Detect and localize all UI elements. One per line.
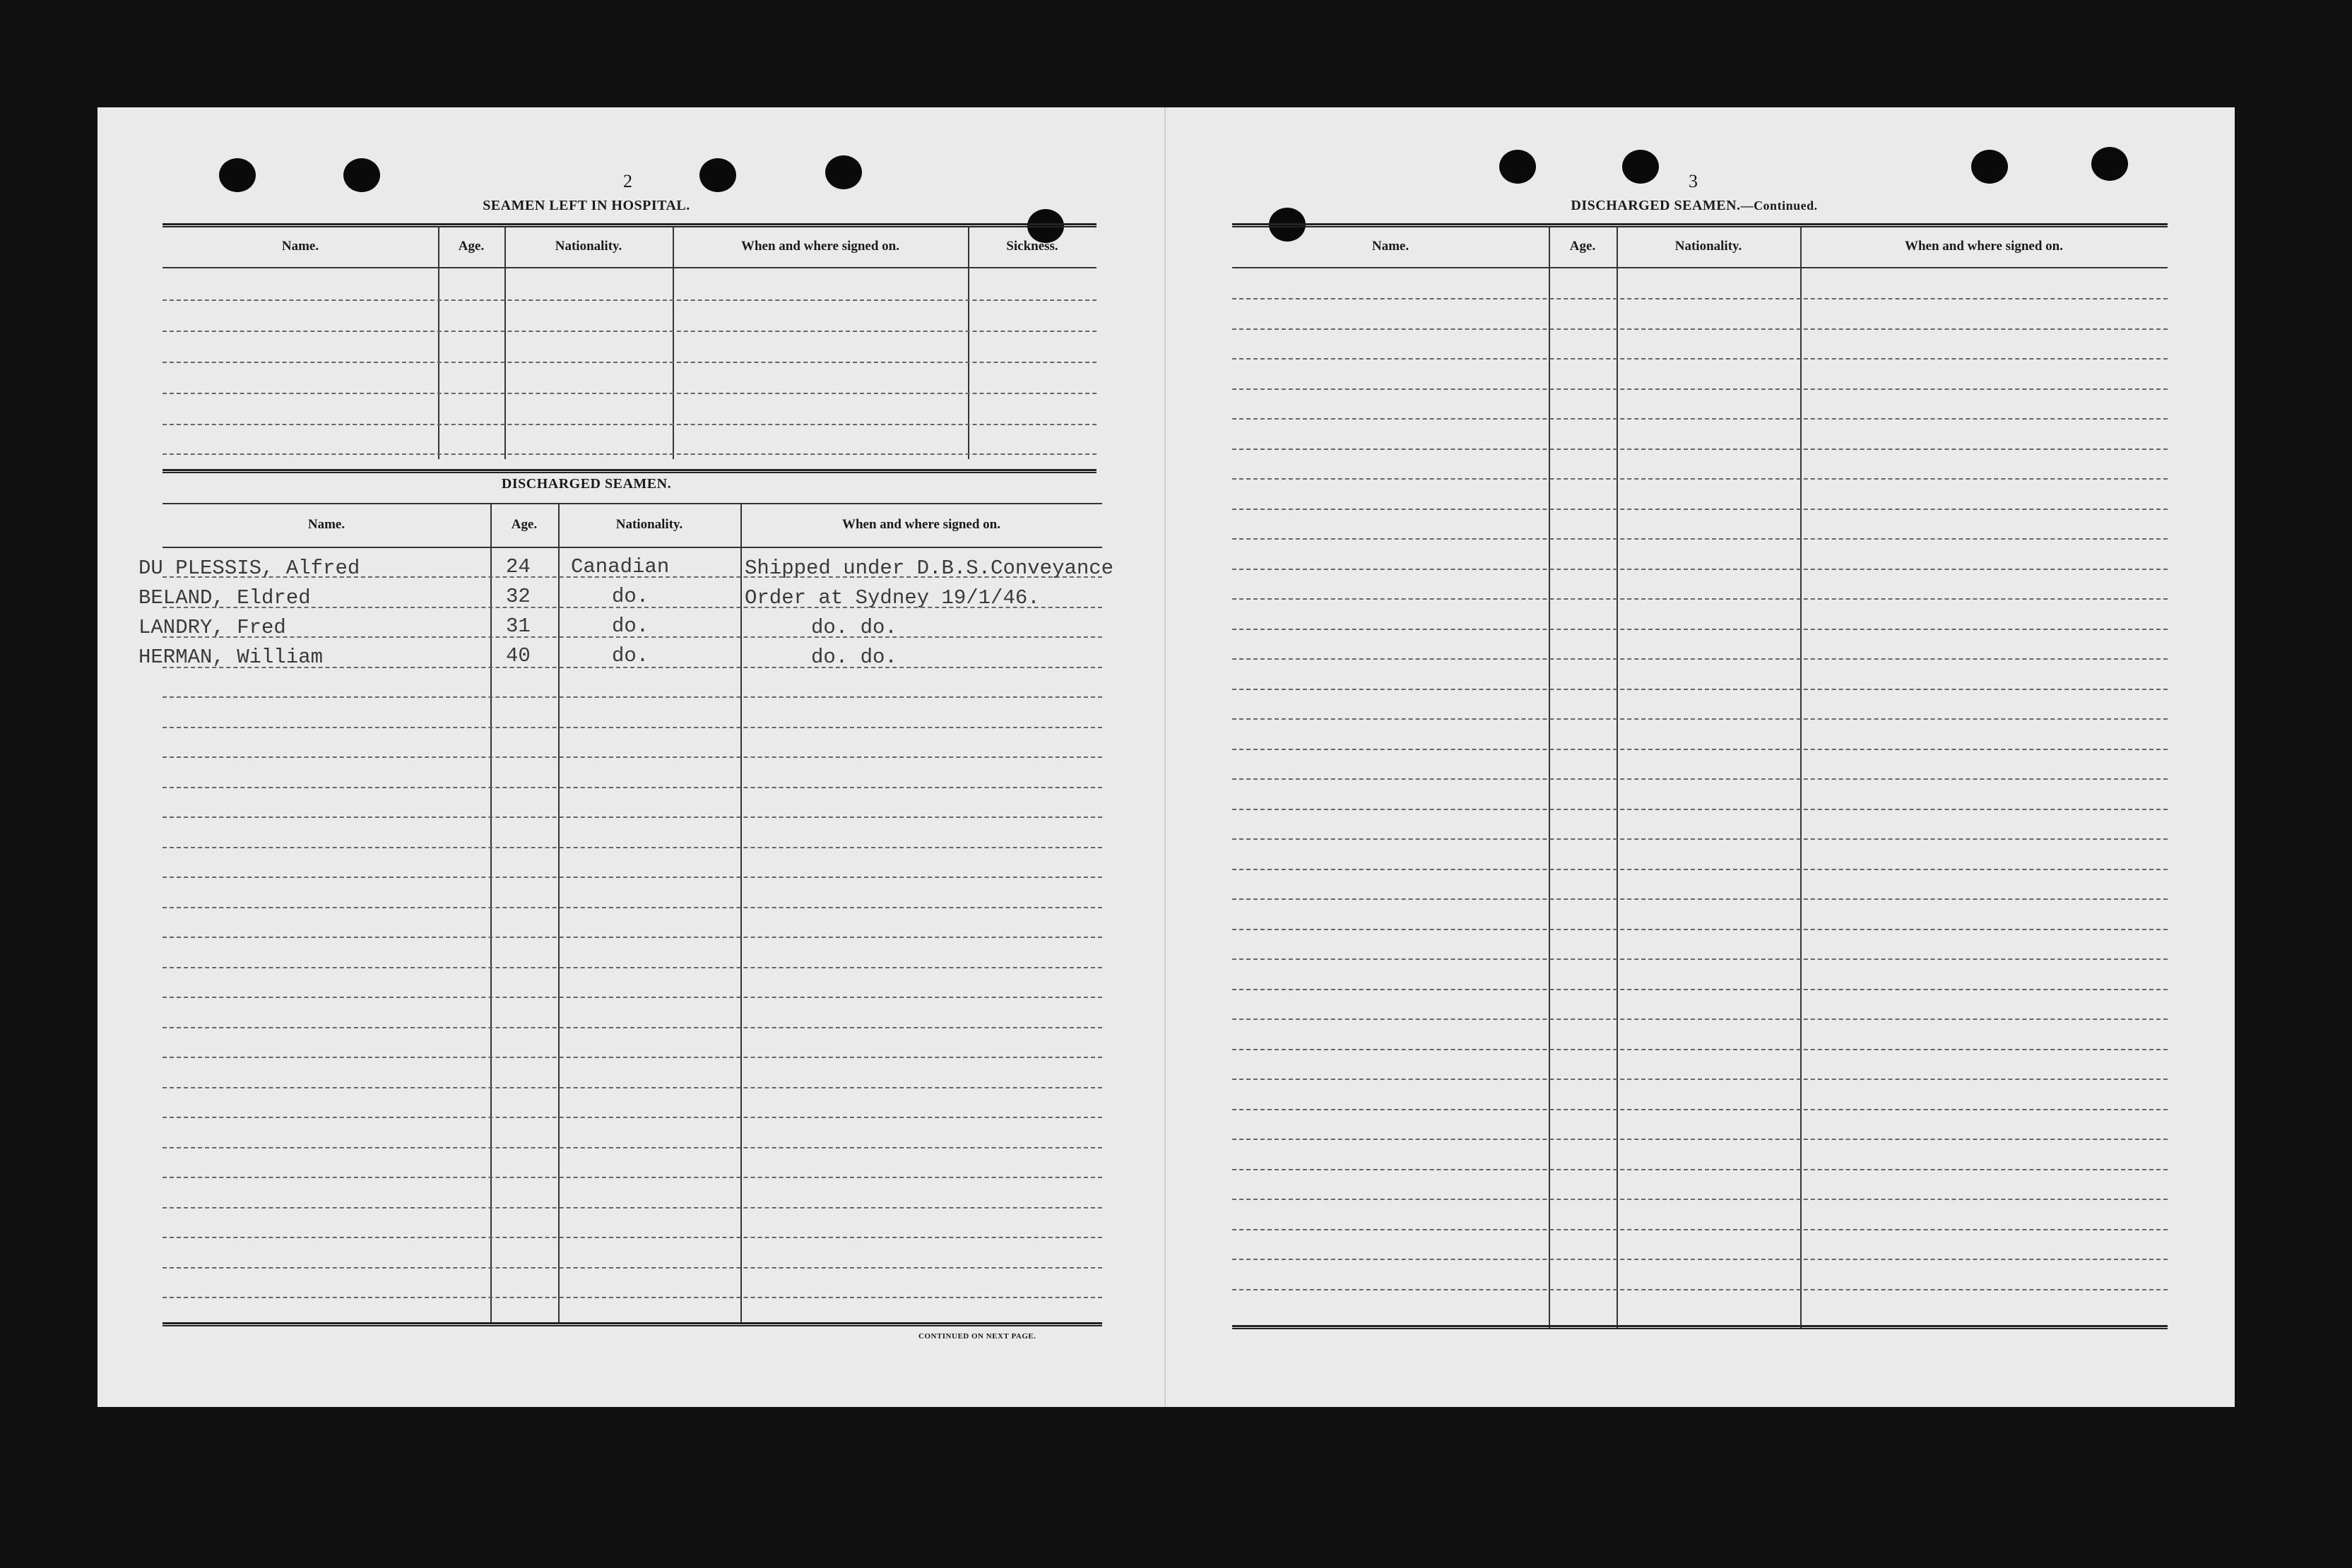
- ruled-line: [162, 937, 1102, 938]
- table-row-age: 40: [506, 644, 531, 667]
- table-row-name: HERMAN, William: [138, 646, 324, 669]
- table-row-nationality: do.: [612, 644, 649, 667]
- table-row-nationality: do.: [612, 585, 649, 608]
- punch-hole: [825, 155, 862, 189]
- discharged-section-title: DISCHARGED SEAMEN.: [501, 476, 672, 492]
- ruled-line: [162, 1147, 1102, 1148]
- ruled-line: [1232, 358, 2168, 360]
- page-number-left: 2: [623, 171, 632, 191]
- table-row-nationality: Canadian: [571, 555, 670, 578]
- table-row-signed-on: do. do.: [811, 646, 897, 669]
- ruled-line: [1232, 958, 2168, 960]
- ruled-line: [1232, 1289, 2168, 1290]
- ruled-line: [162, 727, 1102, 728]
- ruled-line: [162, 756, 1102, 758]
- page-fold: [1164, 107, 1166, 1407]
- ruled-line: [162, 877, 1102, 878]
- discharged-continued-title: [1503, 198, 1885, 214]
- ruled-line: [162, 1207, 1102, 1208]
- ruled-line: [1232, 1079, 2168, 1080]
- table-row-nationality: do.: [612, 614, 649, 638]
- ruled-line: [1232, 749, 2168, 750]
- col-header-signed-on: When and where signed on.: [841, 517, 1000, 532]
- ruled-line: [1232, 1199, 2168, 1200]
- table-row-age: 31: [506, 614, 531, 638]
- ruled-line: [1232, 509, 2168, 510]
- ruled-line: [1232, 838, 2168, 840]
- table-row-name: LANDRY, Fred: [138, 616, 286, 639]
- ruled-line: [1232, 1259, 2168, 1260]
- ruled-line: [162, 1267, 1102, 1269]
- register-sheet: [97, 107, 2235, 1407]
- ruled-line: [1232, 1109, 2168, 1110]
- ruled-line: [1232, 569, 2168, 570]
- ruled-line: [162, 1177, 1102, 1178]
- table-row-name: BELAND, Eldred: [138, 586, 311, 610]
- continued-suffix: —Continued.: [1740, 198, 1818, 213]
- ruled-line: [162, 816, 1102, 818]
- table-row-age: 24: [506, 555, 531, 578]
- table-row-signed-on: Shipped under D.B.S.Conveyance: [745, 557, 1114, 580]
- ruled-line: [1232, 629, 2168, 630]
- col-header-nationality: Nationality.: [1674, 239, 1742, 254]
- col-header-name: Name.: [307, 517, 345, 532]
- ruled-line: [162, 1057, 1102, 1058]
- table-row-signed-on: Order at Sydney 19/1/46.: [745, 586, 1040, 610]
- punch-hole: [219, 158, 256, 192]
- ruled-line: [1232, 869, 2168, 870]
- ruled-line: [162, 847, 1102, 848]
- ruled-line: [1232, 598, 2168, 600]
- punch-hole: [699, 158, 736, 192]
- hospital-section-title: SEAMEN LEFT IN HOSPITAL.: [483, 198, 690, 213]
- discharged-continued-title-text: DISCHARGED SEAMEN.: [1571, 198, 1741, 213]
- ruled-line: [162, 967, 1102, 968]
- page-number-right: 3: [1689, 171, 1698, 191]
- punch-hole: [1499, 150, 1536, 184]
- ruled-line: [1232, 929, 2168, 930]
- col-header-name: Name.: [281, 239, 319, 254]
- ruled-line: [1232, 1169, 2168, 1170]
- col-header-signed-on: When and where signed on.: [740, 239, 899, 254]
- ruled-line: [1232, 1229, 2168, 1230]
- ruled-line: [1232, 449, 2168, 450]
- ruled-line: [1232, 718, 2168, 720]
- ruled-line: [1232, 1049, 2168, 1050]
- ruled-line: [162, 1237, 1102, 1238]
- ruled-line: [162, 907, 1102, 908]
- ruled-line: [1232, 1018, 2168, 1020]
- discharged-table-right: [1232, 223, 2168, 1339]
- ruled-line: [162, 1297, 1102, 1298]
- ruled-line: [1232, 689, 2168, 690]
- col-header-age: Age.: [458, 239, 485, 254]
- ruled-line: [1232, 898, 2168, 900]
- ruled-line: [1232, 989, 2168, 990]
- col-header-nationality: Nationality.: [615, 517, 683, 532]
- ruled-line: [162, 696, 1102, 698]
- ruled-line: [162, 1087, 1102, 1088]
- col-header-sickness: Sickness.: [1006, 239, 1058, 254]
- punch-hole: [343, 158, 380, 192]
- punch-hole: [1971, 150, 2008, 184]
- ruled-line: [1232, 658, 2168, 660]
- ruled-line: [162, 1027, 1102, 1028]
- ruled-line: [1232, 388, 2168, 390]
- ruled-line: [162, 1117, 1102, 1118]
- col-header-nationality: Nationality.: [555, 239, 622, 254]
- ruled-line: [1232, 328, 2168, 330]
- ruled-line: [1232, 298, 2168, 299]
- ruled-line: [162, 787, 1102, 788]
- ruled-line: [1232, 778, 2168, 780]
- punch-hole: [2091, 147, 2128, 181]
- col-header-signed-on: When and where signed on.: [1904, 239, 2063, 254]
- ruled-line: [1232, 1139, 2168, 1140]
- continued-footer: CONTINUED ON NEXT PAGE.: [918, 1332, 1036, 1341]
- ruled-line: [1232, 478, 2168, 480]
- ruled-line: [1232, 418, 2168, 420]
- table-row-signed-on: do. do.: [811, 616, 897, 639]
- col-header-name: Name.: [1371, 239, 1410, 254]
- table-row-age: 32: [506, 585, 531, 608]
- col-header-age: Age.: [511, 517, 538, 532]
- punch-hole: [1622, 150, 1659, 184]
- ruled-line: [162, 997, 1102, 998]
- table-row-name: DU PLESSIS, Alfred: [138, 557, 360, 580]
- ruled-line: [1232, 809, 2168, 810]
- ruled-line: [1232, 538, 2168, 540]
- col-header-age: Age.: [1569, 239, 1596, 254]
